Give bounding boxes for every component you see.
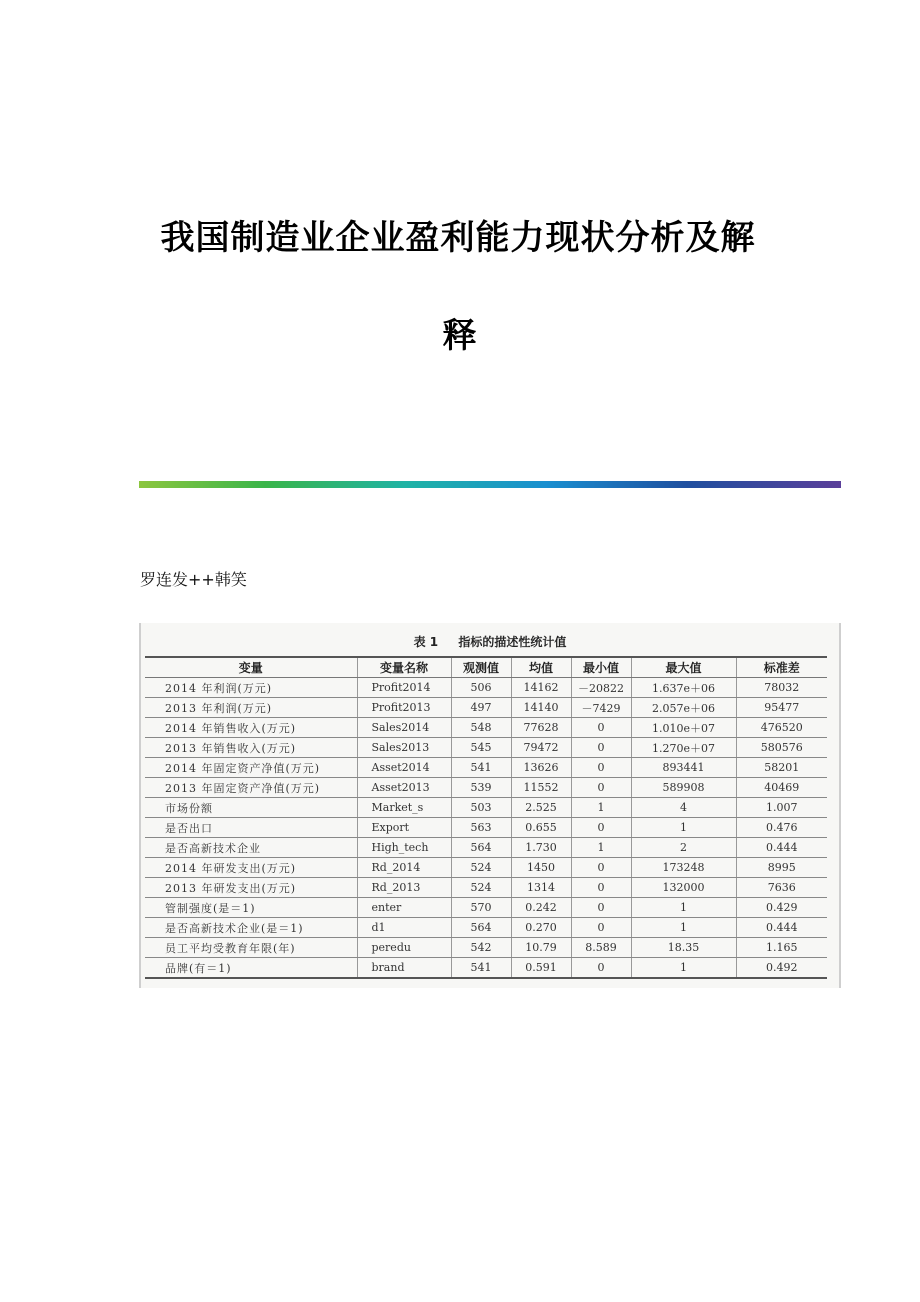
table-cell: 503 <box>451 798 511 818</box>
table-cell: 1 <box>631 818 736 838</box>
table-header-row <box>145 657 827 678</box>
table-cell: 78032 <box>736 678 827 698</box>
table-cell: 品牌(有＝1) <box>145 958 357 979</box>
table-cell: 8.589 <box>571 938 631 958</box>
table-row <box>145 718 827 738</box>
table-cell: 0 <box>571 818 631 838</box>
table-cell: 524 <box>451 878 511 898</box>
table-cell: 2014 年研发支出(万元) <box>145 858 357 878</box>
table-cell: 564 <box>451 838 511 858</box>
table-cell: 79472 <box>511 738 571 758</box>
table-row <box>145 898 827 918</box>
table-cell: 548 <box>451 718 511 738</box>
table-cell: 1.165 <box>736 938 827 958</box>
table-cell: 545 <box>451 738 511 758</box>
table-cell: 0 <box>571 738 631 758</box>
table-cell: peredu <box>357 938 451 958</box>
column-header: 观测值 <box>451 657 511 678</box>
table-cell: Export <box>357 818 451 838</box>
table-cell: 2.057e＋06 <box>631 698 736 718</box>
table-cell: 524 <box>451 858 511 878</box>
table-cell: 2014 年利润(万元) <box>145 678 357 698</box>
table-row <box>145 958 827 979</box>
table-cell: 570 <box>451 898 511 918</box>
table-cell: 是否高新技术企业 <box>145 838 357 858</box>
table-cell: 7636 <box>736 878 827 898</box>
table-cell: 2.525 <box>511 798 571 818</box>
table-cell: Rd_2014 <box>357 858 451 878</box>
table-cell: 2013 年销售收入(万元) <box>145 738 357 758</box>
table-cell: 0.242 <box>511 898 571 918</box>
table-cell: d1 <box>357 918 451 938</box>
table-row <box>145 858 827 878</box>
table-row <box>145 818 827 838</box>
table-cell: 2013 年利润(万元) <box>145 698 357 718</box>
table-cell: Profit2014 <box>357 678 451 698</box>
table-cell: 0 <box>571 958 631 979</box>
table-cell: －20822 <box>571 678 631 698</box>
table-cell: 893441 <box>631 758 736 778</box>
table-cell: 1450 <box>511 858 571 878</box>
statistics-table-figure <box>139 623 841 988</box>
table-caption <box>141 633 839 650</box>
table-cell: 8995 <box>736 858 827 878</box>
table-cell: 14140 <box>511 698 571 718</box>
table-cell: 2014 年固定资产净值(万元) <box>145 758 357 778</box>
table-cell: 18.35 <box>631 938 736 958</box>
table-cell: 是否高新技术企业(是＝1) <box>145 918 357 938</box>
table-cell: 539 <box>451 778 511 798</box>
table-row <box>145 878 827 898</box>
table-cell: 1.007 <box>736 798 827 818</box>
table-cell: 0 <box>571 878 631 898</box>
column-header: 标准差 <box>736 657 827 678</box>
table-cell: 1 <box>571 838 631 858</box>
table-cell: 1 <box>571 798 631 818</box>
table-cell: Sales2014 <box>357 718 451 738</box>
table-cell: 1 <box>631 958 736 979</box>
table-cell: 542 <box>451 938 511 958</box>
table-row <box>145 778 827 798</box>
table-cell: 1.010e＋07 <box>631 718 736 738</box>
column-header: 最小值 <box>571 657 631 678</box>
table-caption-number: 表 1 <box>413 635 439 649</box>
table-cell: 14162 <box>511 678 571 698</box>
table-cell: 1.637e＋06 <box>631 678 736 698</box>
table-cell: Asset2013 <box>357 778 451 798</box>
table-cell: 0.492 <box>736 958 827 979</box>
table-cell: 580576 <box>736 738 827 758</box>
table-cell: 0 <box>571 758 631 778</box>
table-cell: Asset2014 <box>357 758 451 778</box>
table-cell: 564 <box>451 918 511 938</box>
column-header: 变量名称 <box>357 657 451 678</box>
table-cell: 476520 <box>736 718 827 738</box>
table-row <box>145 838 827 858</box>
table-cell: Profit2013 <box>357 698 451 718</box>
table-cell: 0.591 <box>511 958 571 979</box>
table-row <box>145 698 827 718</box>
table-cell: 0 <box>571 778 631 798</box>
table-cell: 40469 <box>736 778 827 798</box>
table-cell: 2 <box>631 838 736 858</box>
table-cell: 0.476 <box>736 818 827 838</box>
table-cell: 95477 <box>736 698 827 718</box>
document-title-line-2: 释 <box>442 316 478 356</box>
descriptive-statistics-table <box>145 656 827 979</box>
table-cell: 0 <box>571 898 631 918</box>
table-cell: Rd_2013 <box>357 878 451 898</box>
document-title-line-1: 我国制造业企业盈利能力现状分析及解 <box>160 218 756 258</box>
authors: 罗连发++韩笑 <box>140 570 247 589</box>
table-cell: －7429 <box>571 698 631 718</box>
table-cell: 541 <box>451 958 511 979</box>
table-cell: 1 <box>631 898 736 918</box>
table-cell: 132000 <box>631 878 736 898</box>
table-cell: Sales2013 <box>357 738 451 758</box>
table-cell: 497 <box>451 698 511 718</box>
table-row <box>145 738 827 758</box>
table-row <box>145 758 827 778</box>
table-cell: 589908 <box>631 778 736 798</box>
table-cell: 2013 年研发支出(万元) <box>145 878 357 898</box>
table-cell: 管制强度(是＝1) <box>145 898 357 918</box>
table-cell: 2014 年销售收入(万元) <box>145 718 357 738</box>
table-cell: 0 <box>571 718 631 738</box>
table-row <box>145 798 827 818</box>
table-cell: 0.444 <box>736 918 827 938</box>
table-cell: 11552 <box>511 778 571 798</box>
table-cell: 173248 <box>631 858 736 878</box>
table-cell: 是否出口 <box>145 818 357 838</box>
table-caption-text: 指标的描述性统计值 <box>458 635 567 649</box>
table-cell: 市场份额 <box>145 798 357 818</box>
table-cell: 13626 <box>511 758 571 778</box>
table-cell: 员工平均受教育年限(年) <box>145 938 357 958</box>
gradient-divider <box>139 481 841 488</box>
table-cell: brand <box>357 958 451 979</box>
table-cell: 1314 <box>511 878 571 898</box>
table-cell: Market_s <box>357 798 451 818</box>
table-cell: enter <box>357 898 451 918</box>
table-cell: 0.429 <box>736 898 827 918</box>
table-cell: High_tech <box>357 838 451 858</box>
table-cell: 541 <box>451 758 511 778</box>
table-cell: 0.655 <box>511 818 571 838</box>
table-cell: 1 <box>631 918 736 938</box>
table-cell: 77628 <box>511 718 571 738</box>
table-row <box>145 918 827 938</box>
table-cell: 1.270e＋07 <box>631 738 736 758</box>
table-cell: 0 <box>571 858 631 878</box>
table-row <box>145 678 827 698</box>
table-cell: 1.730 <box>511 838 571 858</box>
table-cell: 2013 年固定资产净值(万元) <box>145 778 357 798</box>
column-header: 均值 <box>511 657 571 678</box>
table-cell: 0.444 <box>736 838 827 858</box>
table-cell: 4 <box>631 798 736 818</box>
column-header: 变量 <box>145 657 357 678</box>
table-cell: 563 <box>451 818 511 838</box>
table-row <box>145 938 827 958</box>
column-header: 最大值 <box>631 657 736 678</box>
table-cell: 10.79 <box>511 938 571 958</box>
table-cell: 0.270 <box>511 918 571 938</box>
table-cell: 506 <box>451 678 511 698</box>
table-cell: 58201 <box>736 758 827 778</box>
table-cell: 0 <box>571 918 631 938</box>
